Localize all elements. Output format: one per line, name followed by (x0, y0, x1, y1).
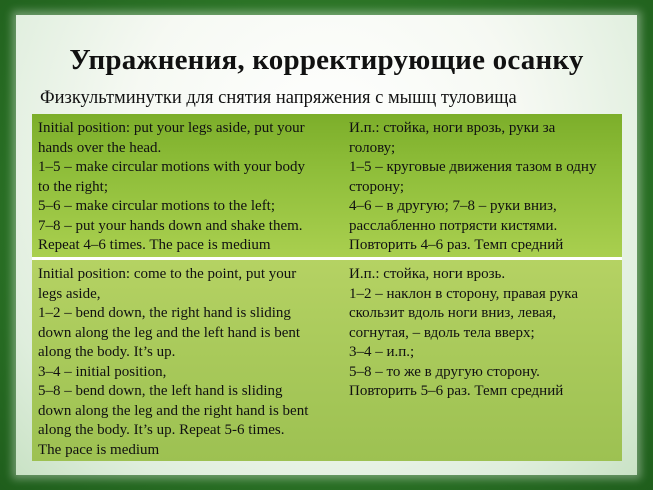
slide-subtitle: Физкультминутки для снятия напряжения с мышц туловища (40, 88, 517, 108)
english-description-cell: Initial position: come to the point, put your legs aside, 1–2 – bend down, the right hand is sliding down along the leg and the left hand is bent along the body. It’s up. 3–4 – initial position, 5–8 – bend down, the left hand is sliding down along the leg and the right hand is bent along the body. It’s up. Repeat 5-6 times. The pace is medium (38, 266, 309, 458)
russian-description-cell: И.п.: стойка, ноги врозь. 1–2 – наклон в сторону, правая рука скользит вдоль ноги вниз, левая, согнутая, – вдоль тела вверх; 3–4 – и.п.; 5–8 – то же в другую сторону. Повторить 5–6 раз. Темп средний (349, 266, 579, 399)
russian-description-cell: И.п.: стойка, ноги врозь, руки за голову; 1–5 – круговые движения тазом в одну сторону; 4–6 – в другую; 7–8 – руки вниз, расслабленно потрясти кистями. Повторить 4–6 раз. Темп средний (349, 120, 597, 253)
table-row (32, 260, 622, 461)
exercise-table (32, 114, 622, 461)
table-row (32, 114, 622, 257)
slide-title: Упражнения, корректирующие осанку (69, 44, 584, 76)
english-description-cell: Initial position: put your legs aside, put your hands over the head. 1–5 – make circular motions with your body to the right; 5–6 – make circular motions to the left; 7–8 – put your hands down and shake them. Repeat 4–6 times. The pace is medium (38, 120, 306, 253)
